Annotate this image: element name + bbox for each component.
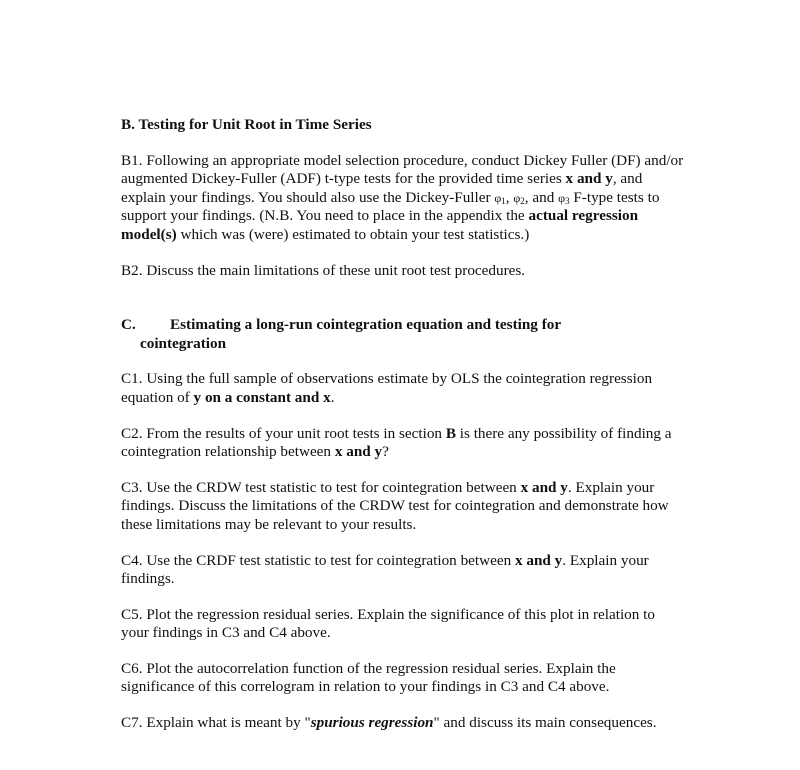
section-c-heading: [121, 316, 686, 353]
b1-text-3: , and explain your findings. You should also use the Dickey-Fuller: [121, 170, 643, 206]
c7-text-2: " and discuss its main consequences.: [433, 714, 657, 732]
paragraph-b2: B2. Discuss the main limitations of these unit root test procedures.: [121, 261, 526, 279]
c3-bold-x-and-y: x and y: [520, 478, 568, 496]
phi-sep-1: ,: [505, 188, 514, 206]
c2-bold-x-and-y: x and y: [334, 443, 383, 461]
phi-2-symbol: φ: [513, 190, 521, 205]
c3-text-1: C3. Use the CRDW test statistic to test for cointegration between: [121, 478, 521, 496]
b1-text-5: which was (were) estimated to obtain your test statistics.): [176, 225, 530, 243]
paragraph-c2: [121, 425, 686, 462]
c1-bold: y on a constant and x: [193, 388, 331, 406]
section-c-number: C.: [121, 316, 136, 334]
c4-text-1: C4. Use the CRDF test statistic to test for cointegration between: [121, 551, 515, 569]
c2-bold-b: B: [445, 424, 456, 442]
section-c-title-line-2: cointegration: [140, 334, 227, 352]
phi-sep-2: , and: [524, 188, 559, 206]
c1-text-2: .: [330, 388, 335, 406]
c7-bold-italic: spurious regression: [310, 714, 434, 732]
c4-text-3: . Explain your findings.: [121, 551, 649, 588]
c1-text-1: C1. Using the full sample of observations estimate by OLS the cointegration regression equation of: [121, 370, 653, 406]
b1-text-4: F-type tests to support your findings. (N.B. You need to place in the appendix the: [121, 188, 660, 225]
c4-bold-and-y: and y: [526, 551, 563, 569]
phi-1-subscript: 1: [501, 195, 506, 206]
b1-bold-model: actual regression model(s): [121, 207, 639, 243]
paragraph-c3: [121, 479, 686, 535]
paragraph-c1: [121, 370, 686, 407]
paragraph-c5: C5. Plot the regression residual series. Explain the significance of this plot in relation to your findings in C3 and C4 above.: [121, 605, 655, 642]
phi-1-symbol: φ: [494, 190, 502, 205]
paragraph-c6: C6. Plot the autocorrelation function of the regression residual series. Explain the significance of this correlogram in relation to your findings in C3 and C4 above.: [121, 659, 616, 696]
paragraph-c4: [121, 552, 686, 589]
phi-3-symbol: φ: [558, 190, 566, 205]
c4-bold-x: x: [514, 551, 523, 569]
c2-text-2: is there any possibility of finding a cointegration relationship between: [121, 424, 672, 461]
c2-text-1: C2. From the results of your unit root tests in section: [121, 424, 446, 442]
paragraph-b1: [121, 152, 686, 245]
b1-bold-x-and: x and: [565, 170, 602, 188]
phi-3-subscript: 3: [565, 195, 570, 206]
c7-text-1: C7. Explain what is meant by ": [121, 714, 311, 732]
b1-bold-y: y: [605, 170, 613, 188]
document-page: [121, 116, 686, 750]
section-b-heading: B. Testing for Unit Root in Time Series: [121, 116, 372, 133]
section-c-title-line-1: Estimating a long-run cointegration equation and testing for: [170, 316, 562, 334]
c2-text-3: ?: [382, 443, 389, 461]
phi-2-subscript: 2: [520, 195, 525, 206]
paragraph-c7: [121, 714, 686, 733]
b1-text-1: B1. Following an appropriate model selection procedure, conduct Dickey Fuller (DF) and/or augmented Dickey-Fuller (ADF) t-type tests for the provided time series: [121, 151, 684, 188]
c3-text-2: . Explain your findings. Discuss the limitations of the CRDW test for cointegration and demonstrate how these limitations may be relevant to your results.: [121, 478, 669, 533]
